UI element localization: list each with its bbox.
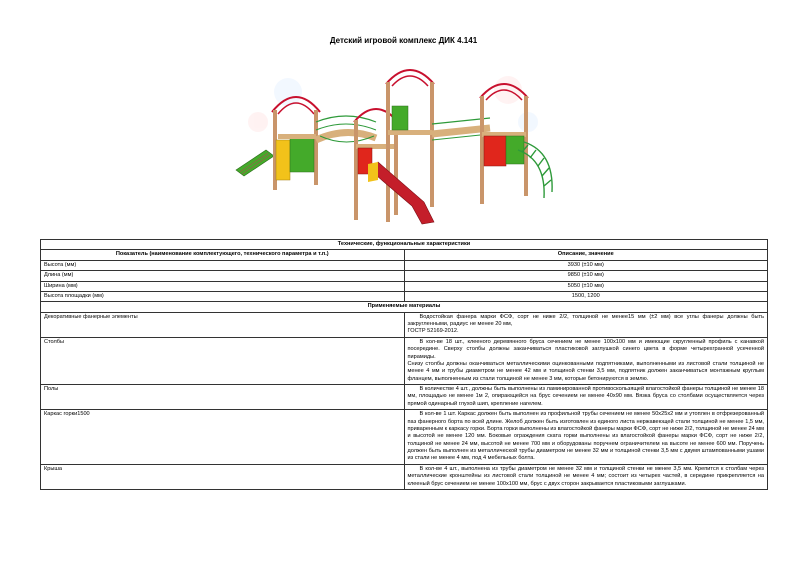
- column-header-indicator: Показатель (наименование комплектующего, технического параметра и т.п.): [41, 250, 405, 260]
- param-name: Длина (мм): [41, 271, 405, 281]
- param-value: 1500, 1200: [404, 291, 768, 301]
- table-row: [41, 260, 768, 270]
- left-tower: [272, 97, 320, 190]
- column-header-description: Описание, значение: [404, 250, 768, 260]
- page-title: Детский игровой комплекс ДИК 4.141: [329, 36, 478, 45]
- materials-section-header: Применяемые материалы: [41, 302, 768, 312]
- table-row: [41, 410, 768, 465]
- table-row: [41, 385, 768, 410]
- param-name: Высота площадки (мм): [41, 291, 405, 301]
- material-name: Крыша: [41, 464, 405, 489]
- material-name: Каркас горки1500: [41, 410, 405, 465]
- material-name: Столбы: [41, 337, 405, 384]
- material-description: В кол-ве 1 шт. Каркас должен быть выполнен из профильной трубы сечением не менее 50х25х2 мм и утоплен в отфрезерованный паз фанерного борта по всей длине. Желоб должен быть изготовлен из единого листа нержавеющей стали толщиной не менее 1,5 мм, приваренным к каркасу горки. Борта горки выполнены из влагостойкой фанеры марки ФСФ, сорт не ниже 2/2, толщиной не менее 24 мм и высотой не менее 120 мм. Боковые ограждения ската горки выполнены из влагостойкой фанеры марки ФСФ, сорт не ниже 2/2, толщиной не менее 24 мм, высотой не менее 700 мм и оборудованы поручнем ограничителем на высоте не менее 600 мм. Поручень должен быть выполнен из металлической трубы диаметром не менее 32 мм и толщиной стенки 3,5 мм с двумя штампованными ушами из стали не менее 4 мм, под 4 мебельных болта.: [404, 410, 768, 465]
- slide: [368, 162, 434, 224]
- param-value: 3930 (±10 мм): [404, 260, 768, 270]
- table-row: [41, 337, 768, 384]
- climbing-ladder: [518, 142, 552, 198]
- left-bridge: [316, 116, 376, 142]
- material-name: Полы: [41, 385, 405, 410]
- param-name: Высота (мм): [41, 260, 405, 270]
- param-name: Ширина (мм): [41, 281, 405, 291]
- table-row: [41, 291, 768, 301]
- param-value: 9850 (±10 мм): [404, 271, 768, 281]
- spec-table: [40, 239, 768, 490]
- tech-column-headers: [41, 250, 768, 260]
- material-description: В кол-ве 4 шт., выполнена из трубы диаметром не менее 32 мм и толщиной стенки не менее 3,5 мм. Крепится к столбам через металлические кронштейны из листовой стали толщиной не менее 4 мм; состоит из четырех частей, в середине прикрепляется на клееный брус сечением не менее 100х100 мм, брус с двух сторон закрывается пластиковыми заглушками.: [404, 464, 768, 489]
- material-description: В кол-ве 18 шт., клееного деревянного бруса сечением не менее 100х100 мм и имеющие скругленный профиль с канавкой посередине. Сверху столбы должны заканчиваться пластиковой заглушкой синего цвета в форме четырехгранной усеченной пирамиды. Снизу столбы должны оканчиваться металлическими оцинкованными подпятниками, выполненными из листовой стали толщиной не менее 4 мм и трубы диаметром не менее 42 мм и толщиной стенки 3,5 мм, подпятник должен заканчиваться монтажным круглым фланцем, выполненным из стали толщиной не менее 3 мм, которые бетонируются в землю.: [404, 337, 768, 384]
- playground-illustration: [228, 52, 560, 238]
- material-description: Водостойкая фанера марки ФСФ, сорт не ниже 2/2, толщиной не менее15 мм (±2 мм) все углы фанеры должны быть закругленными, радиус не менее 20 мм, ГОСТР 52169-2012.: [404, 312, 768, 337]
- param-value: 5050 (±10 мм): [404, 281, 768, 291]
- tech-section-header: Технические, функциональные характеристики: [41, 240, 768, 250]
- material-description: В количестве 4 шт., должны быть выполнены из ламинированной противоскользящей влагостойкой фанеры толщиной не менее 18 мм, площадью не менее 1м 2, опирающейся на брус сечением не менее 40х90 мм. Вязка бруса со столбами осуществляется через прямой одинарный глухой шип, крепление нагелем.: [404, 385, 768, 410]
- table-row: [41, 271, 768, 281]
- table-row: [41, 312, 768, 337]
- table-row: [41, 464, 768, 489]
- material-name: Декоративные фанерные элементы: [41, 312, 405, 337]
- table-row: [41, 281, 768, 291]
